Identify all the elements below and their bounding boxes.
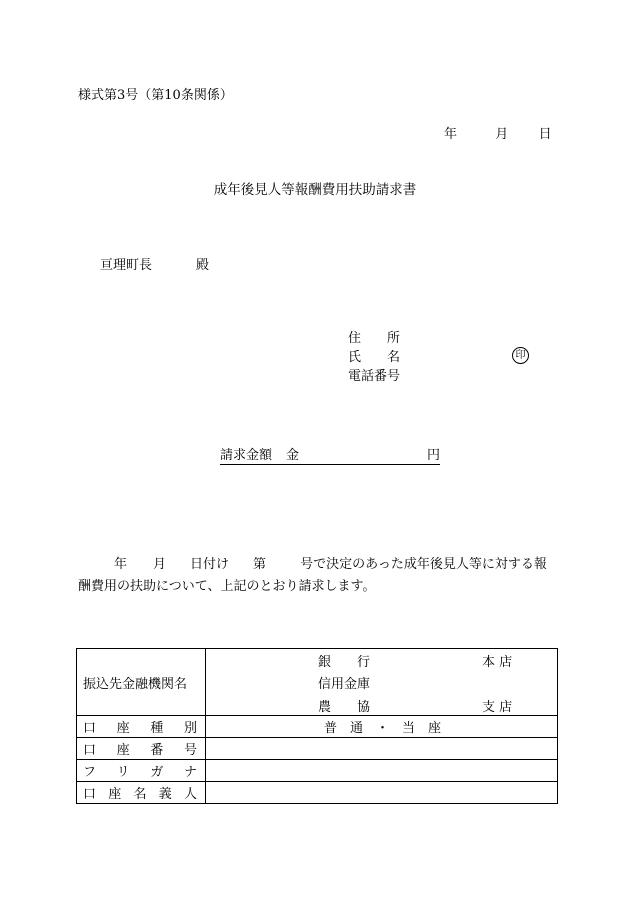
- date-year: 年: [444, 127, 458, 142]
- account-type-options: 普 通 ・ 当 座: [324, 721, 442, 736]
- statement-month: 月: [153, 557, 167, 572]
- amount-label: 請求金額: [220, 448, 273, 463]
- account-holder-field[interactable]: [206, 782, 558, 804]
- account-type-field[interactable]: [206, 716, 558, 738]
- addressee: [100, 254, 209, 273]
- credit-union-option: 信用金庫: [318, 677, 371, 692]
- institution-label: 振込先金融機関名: [77, 649, 206, 716]
- document-title: 成年後見人等報酬費用扶助請求書: [213, 182, 417, 198]
- phone-label: 電話番号: [348, 369, 401, 384]
- date-month: 月: [495, 127, 509, 142]
- amount-unit: 円: [427, 448, 441, 463]
- form-reference: 様式第3号（第10条関係）: [78, 88, 233, 103]
- applicant-block: [348, 329, 400, 386]
- name-label: 氏 名: [348, 350, 401, 365]
- bank-option: 銀 行: [318, 655, 371, 670]
- request-statement: [78, 554, 558, 598]
- addressee-name: 亘理町長: [100, 258, 153, 273]
- account-type-label: 口 座 種 別: [77, 716, 206, 738]
- bank-transfer-table: [76, 648, 558, 804]
- branch-option: 支 店: [482, 700, 513, 715]
- statement-number-prefix: 第: [253, 557, 267, 572]
- furigana-label: フ リ ガ ナ: [77, 760, 206, 782]
- addressee-honorific: 殿: [196, 258, 210, 273]
- date-line: [444, 123, 552, 142]
- account-number-field[interactable]: [206, 738, 558, 760]
- furigana-field[interactable]: [206, 760, 558, 782]
- agri-coop-option: 農 協: [318, 700, 371, 715]
- address-label: 住 所: [348, 331, 401, 346]
- amount-prefix: 金: [286, 448, 300, 463]
- head-office-option: 本 店: [482, 655, 513, 670]
- claim-amount: [220, 444, 440, 465]
- institution-field[interactable]: [206, 649, 558, 716]
- date-day: 日: [538, 127, 552, 142]
- account-holder-label: 口 座 名 義 人: [77, 782, 206, 804]
- seal-mark: 印: [512, 347, 529, 364]
- statement-year: 年: [114, 557, 128, 572]
- account-number-label: 口 座 番 号: [77, 738, 206, 760]
- statement-date-suffix: 日付け: [190, 557, 230, 572]
- statement-text: 号で決定のあった成年後見人等に対する報酬費用の扶助について、上記のとおり請求します。: [78, 557, 547, 594]
